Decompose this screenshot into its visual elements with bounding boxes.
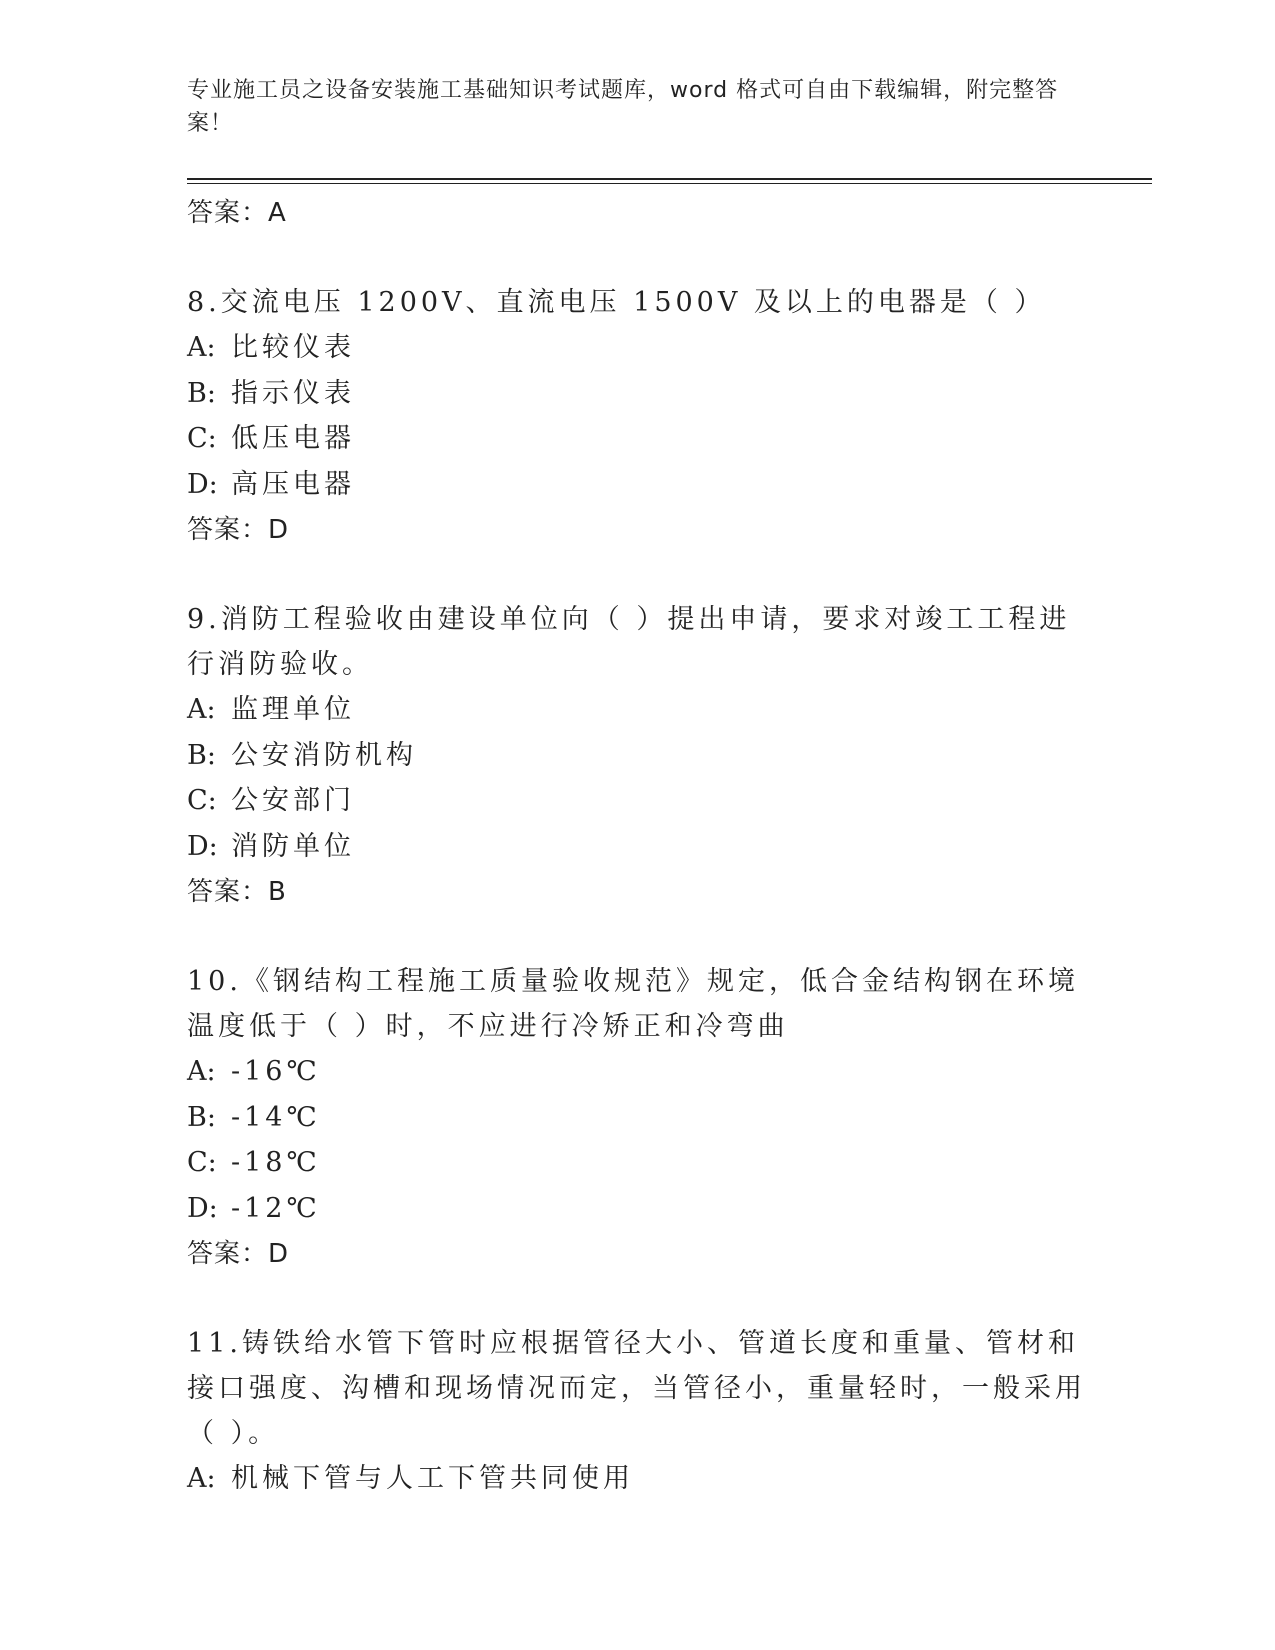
- question-block: [187, 597, 1087, 915]
- option-line: [187, 778, 1087, 824]
- option-key: D:: [187, 830, 218, 862]
- option-key: B:: [187, 377, 216, 409]
- option-line: [187, 462, 1087, 508]
- question-text: 11.铸铁给水管下管时应根据管径大小、管道长度和重量、管材和接口强度、沟槽和现场情况而定，当管径小，重量轻时，一般采用（ ）。: [187, 1328, 1086, 1449]
- option-text: 监理单位: [231, 694, 355, 725]
- option-text: 机械下管与人工下管共同使用: [231, 1463, 634, 1494]
- option-key: C:: [187, 423, 217, 454]
- option-line: [187, 1186, 1087, 1232]
- option-line: [187, 325, 1087, 371]
- option-line: [187, 1456, 1087, 1502]
- option-text: -18℃: [231, 1147, 321, 1178]
- document-header: 专业施工员之设备安装施工基础知识考试题库，word 格式可自由下载编辑，附完整答案！: [187, 78, 1059, 136]
- question-text: 10.《钢结构工程施工质量验收规范》规定，低合金结构钢在环境温度低于（ ）时，不应进行冷矫正和冷弯曲: [187, 966, 1079, 1042]
- option-text: 公安部门: [231, 785, 355, 816]
- option-key: C:: [187, 785, 217, 816]
- option-line: [187, 1095, 1087, 1141]
- option-key: B:: [187, 1101, 216, 1133]
- answer-line: 答案：B: [187, 877, 287, 907]
- option-text: 消防单位: [231, 830, 355, 862]
- question-text: 9.消防工程验收由建设单位向（ ）提出申请，要求对竣工工程进行消防验收。: [187, 604, 1071, 680]
- option-key: A:: [187, 1056, 216, 1087]
- document-body: [187, 190, 1087, 1502]
- option-text: 指示仪表: [231, 377, 355, 409]
- option-key: A:: [187, 332, 216, 363]
- option-line: [187, 1140, 1087, 1186]
- question-block: [187, 1321, 1087, 1502]
- option-line: [187, 1049, 1087, 1095]
- header-rule-thin: [187, 183, 1152, 184]
- option-text: -16℃: [231, 1056, 321, 1087]
- option-line: [187, 824, 1087, 870]
- option-text: -14℃: [231, 1101, 321, 1133]
- question-text: 8.交流电压 1200V、直流电压 1500V 及以上的电器是（ ）: [187, 287, 1046, 318]
- option-key: A:: [187, 694, 216, 725]
- option-line: [187, 733, 1087, 779]
- option-key: A:: [187, 1463, 216, 1494]
- option-text: 高压电器: [231, 468, 355, 500]
- header-rule-thick: [187, 178, 1152, 180]
- option-key: D:: [187, 468, 218, 500]
- option-text: 比较仪表: [231, 332, 355, 363]
- answer-line: 答案：A: [187, 198, 287, 228]
- option-key: B:: [187, 739, 216, 771]
- answer-line: 答案：D: [187, 515, 290, 545]
- option-line: [187, 687, 1087, 733]
- option-text: 低压电器: [231, 423, 355, 454]
- option-text: -12℃: [231, 1192, 321, 1224]
- answer-line: 答案：D: [187, 1239, 290, 1269]
- option-line: [187, 416, 1087, 462]
- option-text: 公安消防机构: [231, 739, 417, 771]
- option-line: [187, 371, 1087, 417]
- option-key: D:: [187, 1192, 218, 1224]
- option-key: C:: [187, 1147, 217, 1178]
- question-block: [187, 959, 1087, 1277]
- question-block: [187, 280, 1087, 553]
